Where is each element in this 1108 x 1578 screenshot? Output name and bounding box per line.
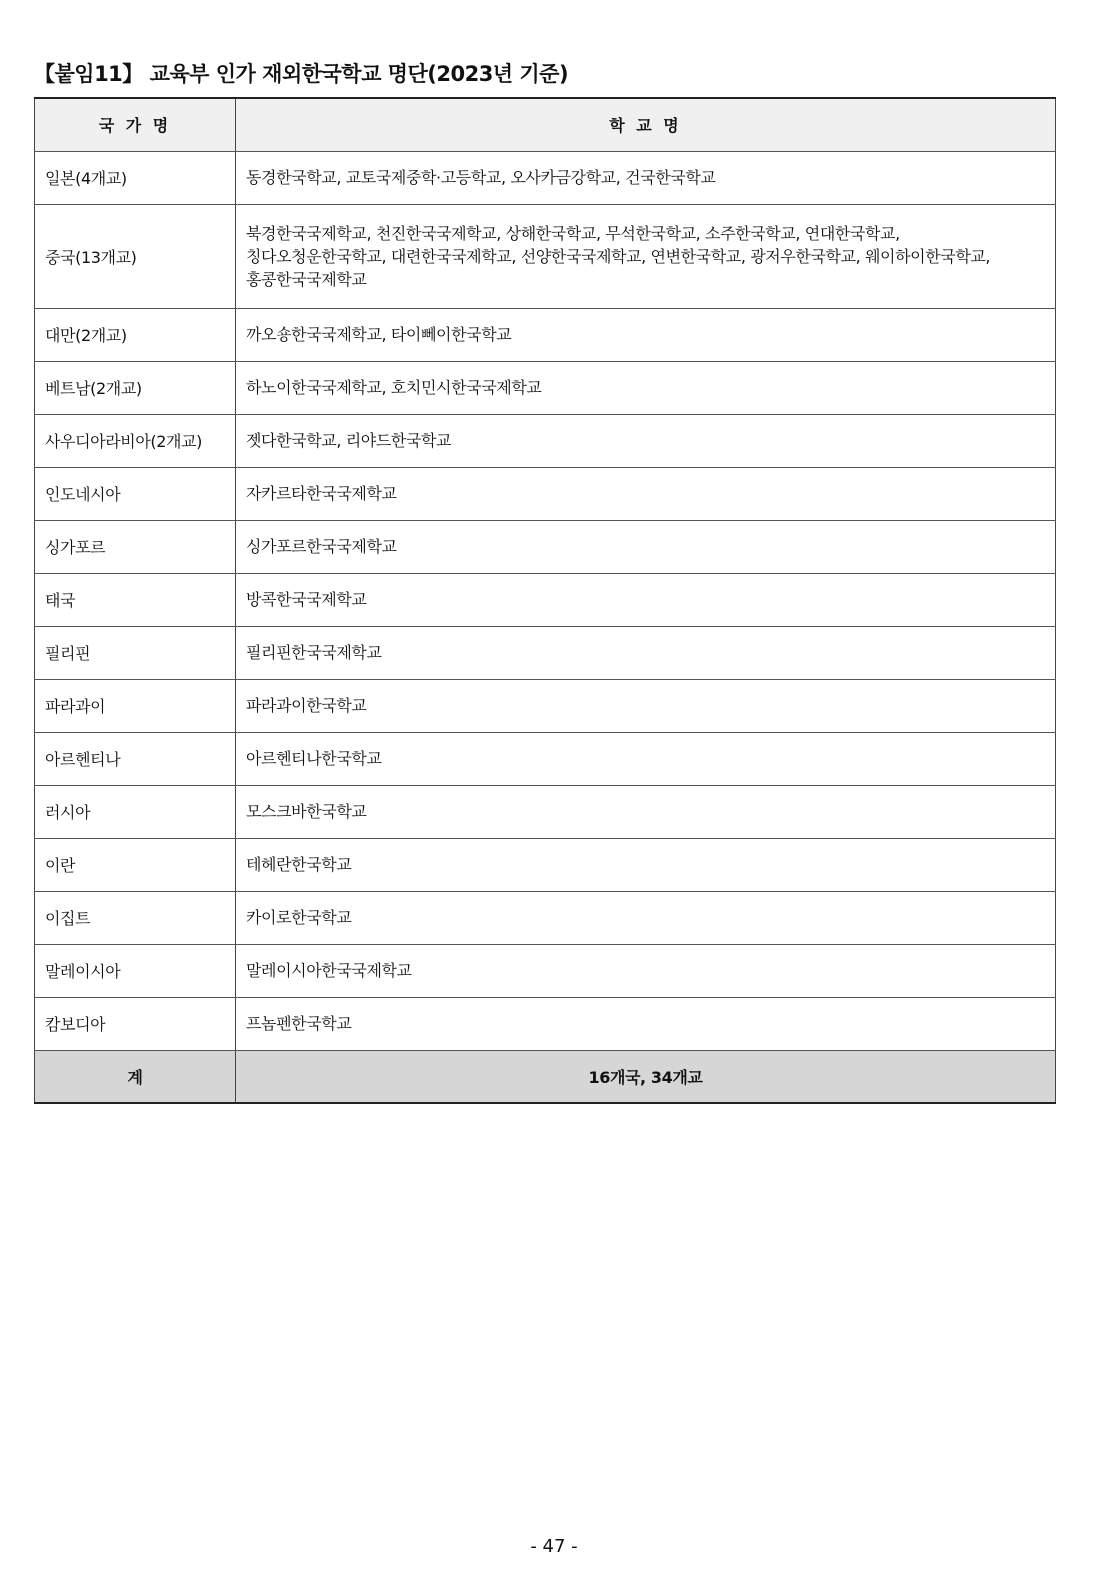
schools-table bbox=[34, 97, 1056, 1104]
total-label: 계 bbox=[35, 1050, 236, 1103]
schools-cell: 카이로한국학교 bbox=[236, 891, 1056, 944]
country-cell: 일본(4개교) bbox=[35, 151, 236, 204]
country-cell: 태국 bbox=[35, 573, 236, 626]
country-cell: 러시아 bbox=[35, 785, 236, 838]
table-row bbox=[35, 414, 1056, 467]
table-row bbox=[35, 520, 1056, 573]
country-cell: 사우디아라비아(2개교) bbox=[35, 414, 236, 467]
schools-cell: 하노이한국국제학교, 호치민시한국국제학교 bbox=[236, 361, 1056, 414]
table-row bbox=[35, 467, 1056, 520]
country-cell: 캄보디아 bbox=[35, 997, 236, 1050]
schools-line: 홍콩한국국제학교 bbox=[246, 269, 367, 289]
schools-cell: 자카르타한국국제학교 bbox=[236, 467, 1056, 520]
total-row bbox=[35, 1050, 1056, 1103]
table-row bbox=[35, 361, 1056, 414]
schools-cell: 젯다한국학교, 리야드한국학교 bbox=[236, 414, 1056, 467]
table-row bbox=[35, 679, 1056, 732]
schools-cell: 모스크바한국학교 bbox=[236, 785, 1056, 838]
table-row bbox=[35, 204, 1056, 308]
country-cell: 이란 bbox=[35, 838, 236, 891]
table-row bbox=[35, 785, 1056, 838]
table-row bbox=[35, 573, 1056, 626]
schools-cell bbox=[236, 204, 1056, 308]
table-row bbox=[35, 626, 1056, 679]
header-country: 국 가 명 bbox=[35, 98, 236, 151]
table-row bbox=[35, 891, 1056, 944]
table-row bbox=[35, 151, 1056, 204]
schools-cell: 까오숑한국국제학교, 타이뻬이한국학교 bbox=[236, 308, 1056, 361]
country-cell: 베트남(2개교) bbox=[35, 361, 236, 414]
country-cell: 대만(2개교) bbox=[35, 308, 236, 361]
table-row bbox=[35, 944, 1056, 997]
country-cell: 말레이시아 bbox=[35, 944, 236, 997]
country-cell: 이집트 bbox=[35, 891, 236, 944]
schools-cell: 말레이시아한국국제학교 bbox=[236, 944, 1056, 997]
schools-cell: 아르헨티나한국학교 bbox=[236, 732, 1056, 785]
schools-cell: 필리핀한국국제학교 bbox=[236, 626, 1056, 679]
country-cell: 파라과이 bbox=[35, 679, 236, 732]
schools-cell: 동경한국학교, 교토국제중학·고등학교, 오사카금강학교, 건국한국학교 bbox=[236, 151, 1056, 204]
table-row bbox=[35, 732, 1056, 785]
schools-cell: 싱가포르한국국제학교 bbox=[236, 520, 1056, 573]
country-cell: 아르헨티나 bbox=[35, 732, 236, 785]
page-number: - 47 - bbox=[530, 1536, 578, 1557]
header-schools: 학 교 명 bbox=[236, 98, 1056, 151]
schools-cell: 프놈펜한국학교 bbox=[236, 997, 1056, 1050]
country-cell: 필리핀 bbox=[35, 626, 236, 679]
table-header-row bbox=[35, 98, 1056, 151]
document-title: 【붙임11】 교육부 인가 재외한국학교 명단(2023년 기준) bbox=[34, 62, 569, 86]
schools-cell: 테헤란한국학교 bbox=[236, 838, 1056, 891]
schools-line: 북경한국국제학교, 천진한국국제학교, 상해한국학교, 무석한국학교, 소주한국학교, 연대한국학교, bbox=[246, 223, 900, 243]
country-cell: 싱가포르 bbox=[35, 520, 236, 573]
table-row bbox=[35, 997, 1056, 1050]
table-row bbox=[35, 308, 1056, 361]
schools-cell: 방콕한국국제학교 bbox=[236, 573, 1056, 626]
schools-line: 칭다오청운한국학교, 대련한국국제학교, 선양한국국제학교, 연변한국학교, 광저우한국학교, 웨이하이한국학교, bbox=[246, 246, 991, 266]
total-value: 16개국, 34개교 bbox=[236, 1050, 1056, 1103]
schools-cell: 파라과이한국학교 bbox=[236, 679, 1056, 732]
table-row bbox=[35, 838, 1056, 891]
country-cell: 인도네시아 bbox=[35, 467, 236, 520]
country-cell: 중국(13개교) bbox=[35, 204, 236, 308]
